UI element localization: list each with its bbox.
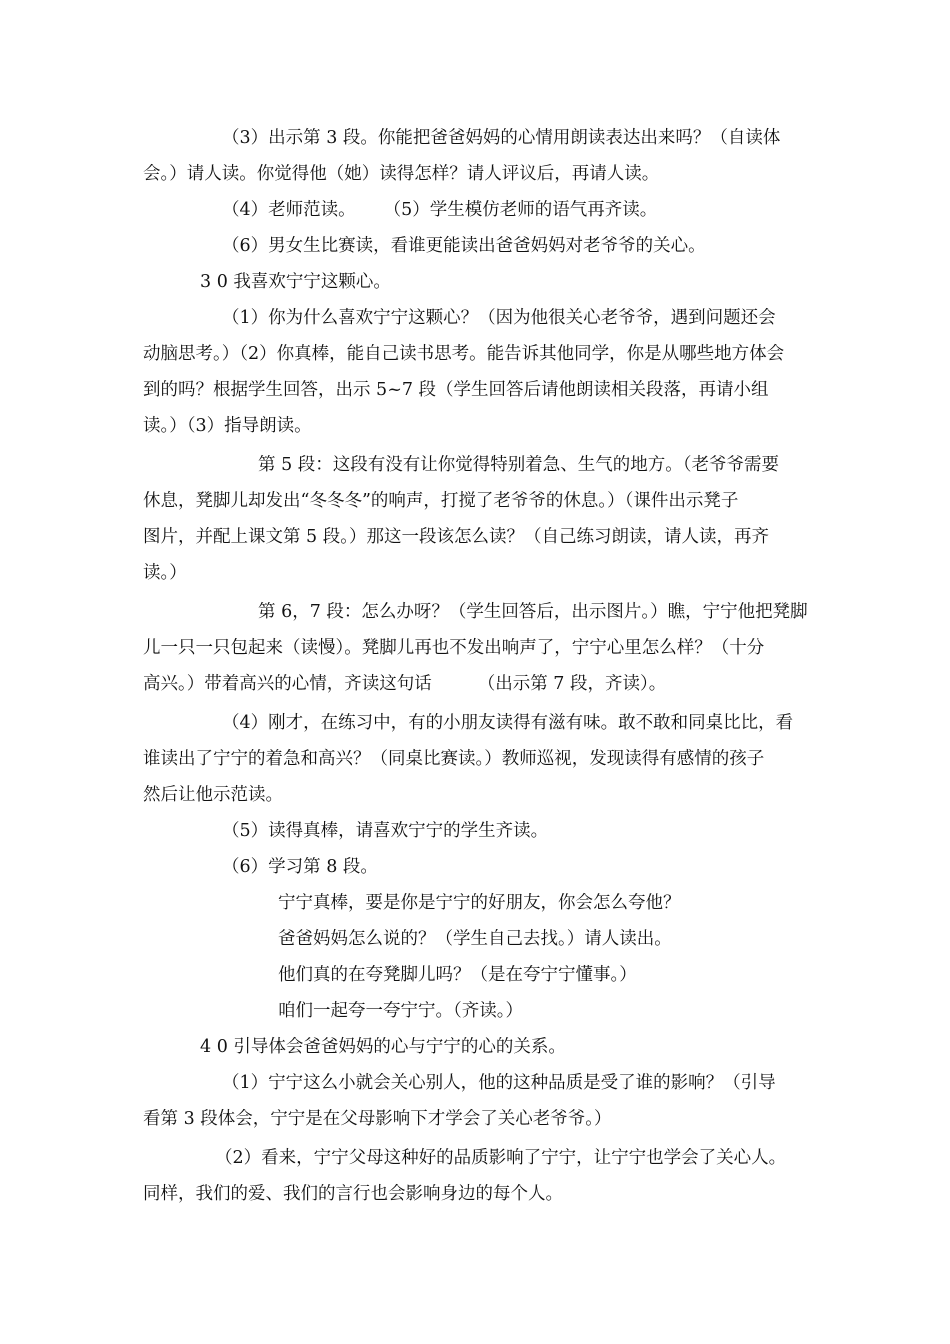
text-line xyxy=(222,198,657,222)
section-heading: 3 0 我喜欢宁宁这颗心。 xyxy=(200,272,391,292)
text-line: （4）刚才，在练习中，有的小朋友读得有滋有味。敢不敢和同桌比比，看 xyxy=(222,713,794,733)
text-line: 然后让他示范读。 xyxy=(143,785,283,805)
text-line: 第 6，7 段：怎么办呀？（学生回答后，出示图片。）瞧，宁宁他把凳脚 xyxy=(258,602,808,622)
text-line: 咱们一起夸一夸宁宁。（齐读。） xyxy=(278,1001,523,1021)
text-line: 读。） xyxy=(143,563,187,583)
text-line: 会。）请人读。你觉得他（她）读得怎样？请人评议后，再请人读。 xyxy=(143,164,660,184)
text-line: 动脑思考。）（2）你真棒，能自己读书思考。能告诉其他同学，你是从哪些地方体会 xyxy=(143,344,785,364)
text-line: 爸爸妈妈怎么说的？（学生自己去找。）请人读出。 xyxy=(278,929,672,949)
text-line: 到的吗？根据学生回答，出示 5~7 段（学生回答后请他朗读相关段落，再请小组 xyxy=(143,380,769,400)
text-line: （6）男女生比赛读，看谁更能读出爸爸妈妈对老爷爷的关心。 xyxy=(222,236,706,256)
text-line: 图片，并配上课文第 5 段。）那这一段该怎么读？（自己练习朗读，请人读，再齐 xyxy=(143,527,770,547)
text-segment: （5）学生模仿老师的语气再齐读。 xyxy=(383,200,658,220)
text-line: （5）读得真棒，请喜欢宁宁的学生齐读。 xyxy=(222,821,549,841)
text-line: （1）你为什么喜欢宁宁这颗心？（因为他很关心老爷爷，遇到问题还会 xyxy=(222,308,776,328)
text-segment: （出示第 7 段，齐读）。 xyxy=(477,674,667,694)
text-line: 休息，凳脚儿却发出“冬冬冬”的响声，打搅了老爷爷的休息。）（课件出示凳子 xyxy=(143,491,739,511)
text-line: 同样，我们的爱、我们的言行也会影响身边的每个人。 xyxy=(143,1184,563,1204)
text-line: 读。）（3）指导朗读。 xyxy=(143,416,312,436)
text-line: 他们真的在夸凳脚儿吗？（是在夸宁宁懂事。） xyxy=(278,965,637,985)
text-line: （3）出示第 3 段。你能把爸爸妈妈的心情用朗读表达出来吗？（自读体 xyxy=(222,128,781,148)
text-segment: （4）老师范读。 xyxy=(222,200,356,220)
text-line: （6）学习第 8 段。 xyxy=(222,857,378,877)
text-line: 看第 3 段体会，宁宁是在父母影响下才学会了关心老爷爷。） xyxy=(143,1109,612,1129)
text-line: 儿一只一只包起来（读慢）。凳脚儿再也不发出响声了，宁宁心里怎么样？（十分 xyxy=(143,638,765,658)
text-line: 谁读出了宁宁的着急和高兴？（同桌比赛读。）教师巡视，发现读得有感情的孩子 xyxy=(143,749,765,769)
text-line: 宁宁真棒，要是你是宁宁的好朋友，你会怎么夸他？ xyxy=(278,893,681,913)
text-line: （2）看来，宁宁父母这种好的品质影响了宁宁，让宁宁也学会了关心人。 xyxy=(215,1148,787,1168)
text-line: 第 5 段：这段有没有让你觉得特别着急、生气的地方。（老爷爷需要 xyxy=(258,455,780,475)
text-segment: 高兴。）带着高兴的心情，齐读这句话 xyxy=(143,674,432,694)
text-line xyxy=(143,672,666,696)
section-heading: 4 0 引导体会爸爸妈妈的心与宁宁的心的关系。 xyxy=(200,1037,566,1057)
text-line: （1）宁宁这么小就会关心别人，他的这种品质是受了谁的影响？（引导 xyxy=(222,1073,776,1093)
